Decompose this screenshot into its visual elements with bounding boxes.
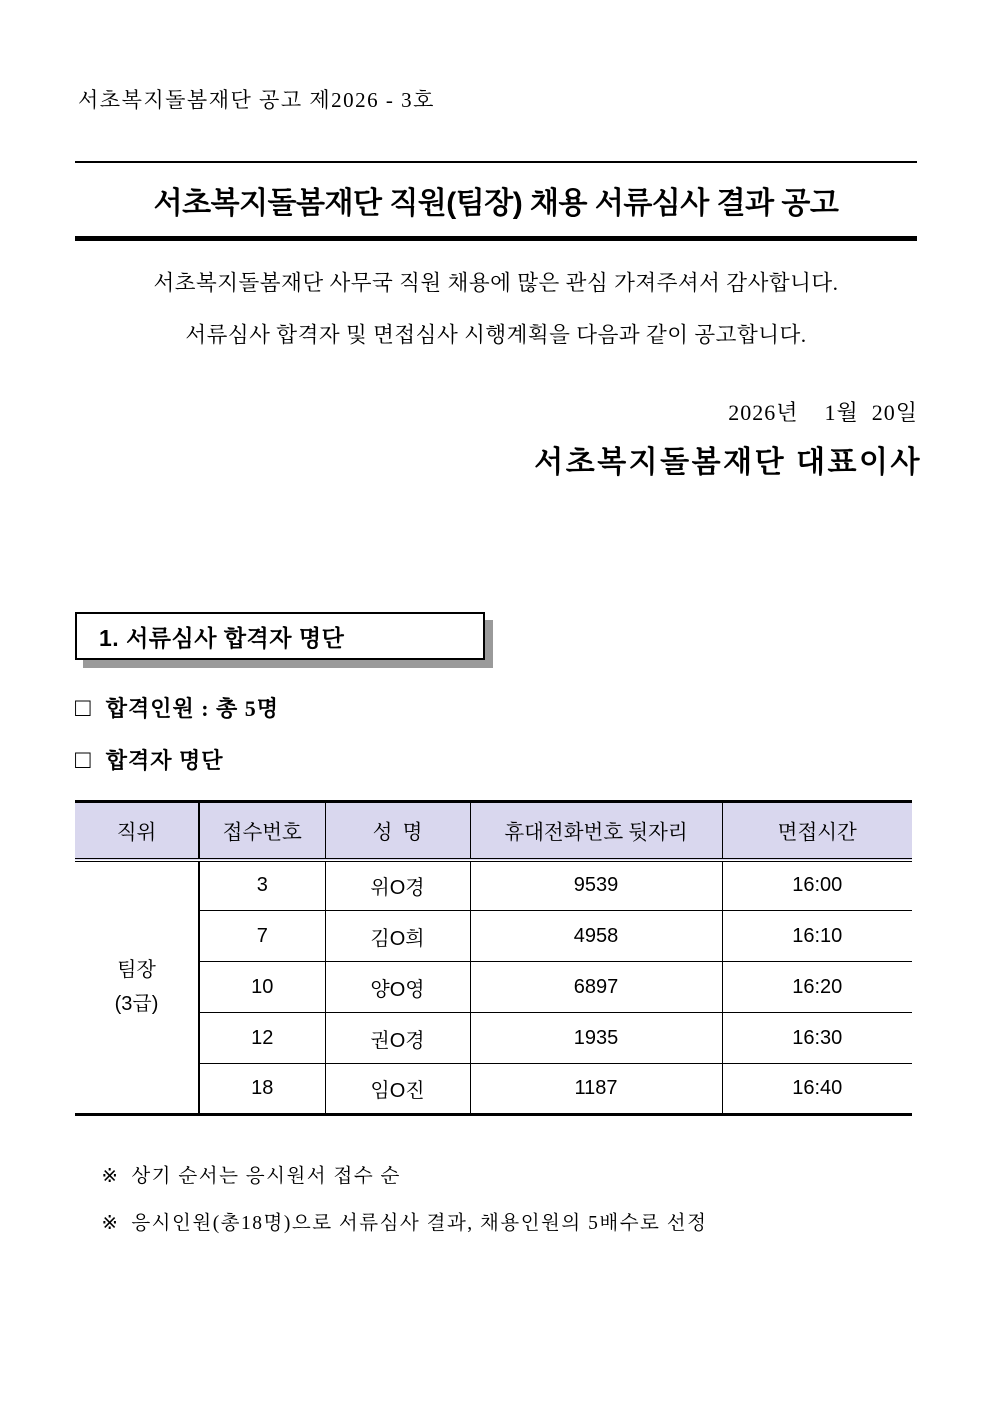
cell-number: 3	[199, 860, 325, 911]
table-row	[75, 1013, 912, 1064]
pass-list-table	[75, 800, 912, 1116]
intro-line-1: 서초복지돌봄재단 사무국 직원 채용에 많은 관심 가져주셔서 감사합니다.	[153, 271, 839, 295]
section-heading: 1. 서류심사 합격자 명단	[99, 624, 345, 651]
footnote-2	[76, 1185, 707, 1257]
table-row	[75, 911, 912, 962]
reference-mark-icon: ※	[101, 1166, 120, 1187]
cell-phone: 9539	[470, 860, 722, 911]
checkbox-glyph-icon: □	[75, 692, 92, 722]
col-header-time: 면접시간	[722, 802, 912, 860]
reference-mark-icon: ※	[101, 1213, 120, 1234]
col-header-phone: 휴대전화번호 뒷자리	[470, 802, 722, 860]
cell-name: 김O희	[325, 911, 470, 962]
cell-number: 12	[199, 1013, 325, 1064]
footnote-1-text: 상기 순서는 응시원서 접수 순	[131, 1166, 401, 1187]
cell-time: 16:10	[722, 911, 912, 962]
position-line1: 팀장	[117, 959, 156, 982]
table-header-row	[75, 802, 912, 860]
table-row	[75, 962, 912, 1013]
announcement-date: 2026년 1월 20일	[728, 400, 918, 425]
position-line2: (3급)	[114, 993, 159, 1016]
signer: 서초복지돌봄재단 대표이사	[534, 446, 922, 479]
cell-name: 임O진	[325, 1064, 470, 1115]
table-row	[75, 860, 912, 911]
footnote-2-text: 응시인원(총18명)으로 서류심사 결과, 채용인원의 5배수로 선정	[131, 1213, 708, 1234]
cell-time: 16:30	[722, 1013, 912, 1064]
section-heading-box	[75, 612, 485, 660]
doc-number: 서초복지돌봄재단 공고 제2026 - 3호	[78, 88, 435, 112]
title-block	[75, 161, 917, 241]
cell-name: 권O경	[325, 1013, 470, 1064]
cell-time: 16:00	[722, 860, 912, 911]
intro-paragraph	[75, 266, 917, 370]
position-cell	[75, 860, 199, 1115]
cell-number: 18	[199, 1064, 325, 1115]
cell-phone: 4958	[470, 911, 722, 962]
page-title: 서초복지돌봄재단 직원(팀장) 채용 서류심사 결과 공고	[153, 187, 839, 220]
col-header-position: 직위	[75, 802, 199, 860]
results-table	[75, 800, 912, 1116]
bullet-pass-count	[75, 692, 279, 723]
col-header-name: 성 명	[325, 802, 470, 860]
cell-number: 10	[199, 962, 325, 1013]
cell-name: 위O경	[325, 860, 470, 911]
checkbox-glyph-icon: □	[75, 744, 92, 774]
cell-time: 16:20	[722, 962, 912, 1013]
cell-name: 양O영	[325, 962, 470, 1013]
bullet-pass-list-label: 합격자 명단	[105, 748, 224, 773]
table-row	[75, 1064, 912, 1115]
cell-time: 16:40	[722, 1064, 912, 1115]
bullet-pass-count-label: 합격인원 : 총 5명	[105, 696, 280, 721]
cell-phone: 6897	[470, 962, 722, 1013]
cell-phone: 1187	[470, 1064, 722, 1115]
bullet-pass-list	[75, 744, 223, 775]
col-header-number: 접수번호	[199, 802, 325, 860]
cell-number: 7	[199, 911, 325, 962]
cell-phone: 1935	[470, 1013, 722, 1064]
intro-line-2: 서류심사 합격자 및 면접심사 시행계획을 다음과 같이 공고합니다.	[185, 323, 807, 347]
